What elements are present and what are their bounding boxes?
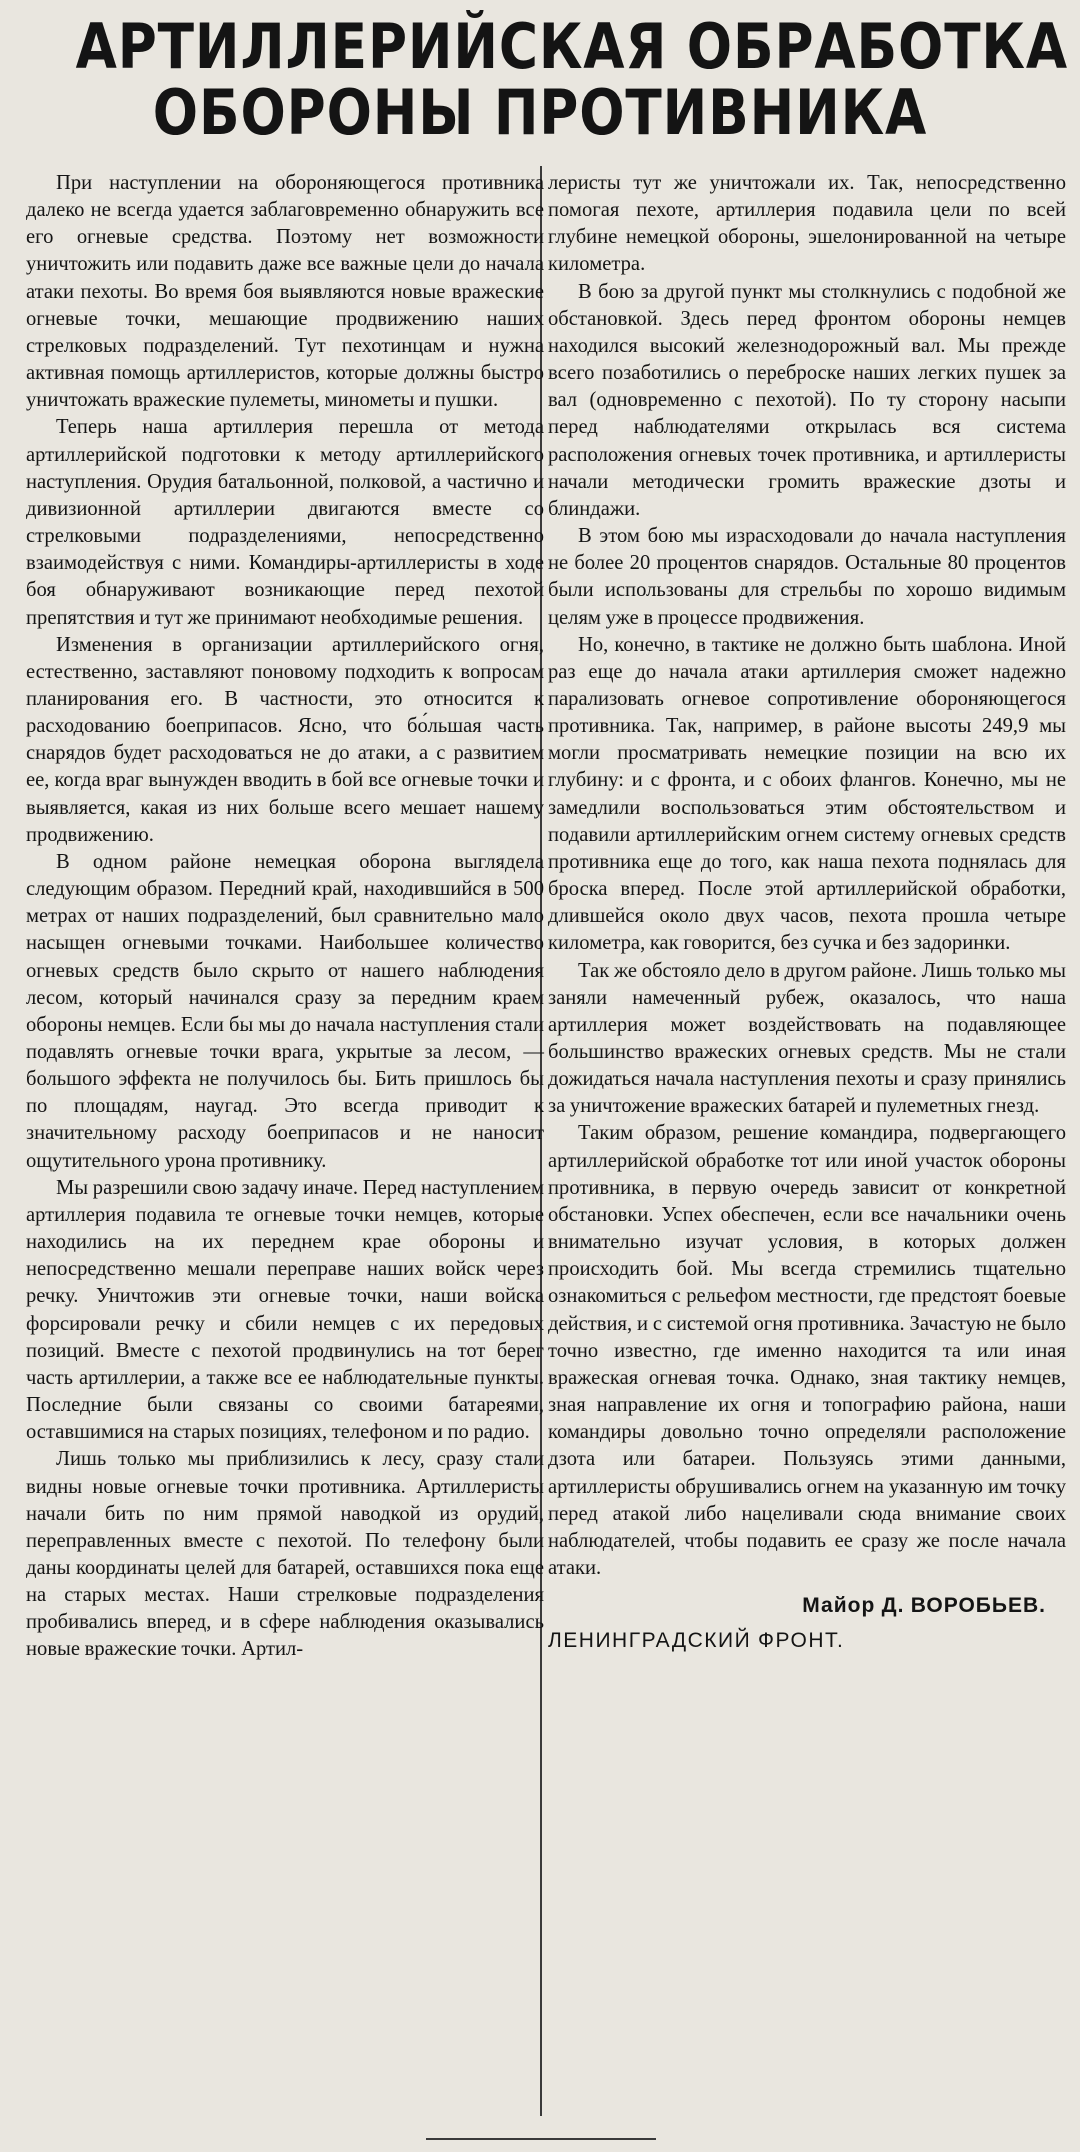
paragraph: Так же обстояло дело в другом районе. Лишь только мы заняли намеченный рубеж, оказалось, что наша артиллерия может воздействовать на подавляющее большинство вражеских огневых средств. Мы не стали дожидаться начала наступления пехоты и сразу принялись за уничтожение вражеских батарей и пулеметных гнезд. xyxy=(548,959,1066,1118)
paragraph: В бою за другой пункт мы столкнулись с подобной же обстановкой. Здесь перед фронтом обороны немцев находился высокий железнодорожный вал. Мы прежде всего позаботились о переброске наших легких пушек за вал (одновременно с пехотой). По ту сторону насыпи перед наблюдателями открылась вся система расположения огневых точек противника, и артиллеристы начали методически громить вражеские дзоты и блиндажи. xyxy=(548,280,1066,520)
paragraph: В одном районе немецкая оборона выглядела следующим образом. Передний край, находившийся в 500 метрах от наших подразделений, был сравнительно мало насыщен огневыми точками. Наибольшее количество огневых средств было скрыто от нашего наблюдения лесом, который начинался сразу за передним краем обороны немцев. Если бы мы до начала наступления стали подавлять огневые точки врага, укрытые за лесом, — большого эффекта не получилось бы. Бить пришлось бы по площадям, наугад. Это всегда приводит к значительному расходу боеприпасов и не наносит ощутительного урона противнику. xyxy=(26,850,544,1172)
article-headline xyxy=(75,10,1069,149)
paragraph: Таким образом, решение командира, подвергающего артиллерийской обработке тот или иной участок обороны противника, в первую очередь зависит от конкретной обстановки. Успех обеспечен, если все начальники очень внимательно изучат условия, в которых должен происходить бой. Мы всегда стремились тщательно ознакомиться с рельефом местности, где предстоят боевые действия, и с системой огня противника. Зачастую не было точно известно, где именно находится та или иная вражеская огневая точка. Однако, зная тактику немцев, зная направление их огня и топографию района, наши командиры довольно точно определяли расположение дзота или батареи. Пользуясь этими данными, артиллеристы обрушивались огнем на указанную им точку перед атакой либо нацеливали сюда внимание своих наблюдателей, чтобы подавить ее сразу же после начала атаки. xyxy=(548,1122,1066,1579)
paragraph: В этом бою мы израсходовали до начала наступления не более 20 процентов снарядов. Остальные 80 процентов были использованы для стрельбы по хорошо видимым целям уже в процессе продвижения. xyxy=(548,525,1066,629)
headline-line-1: АРТИЛЛЕРИЙСКАЯ ОБРАБОТКА xyxy=(75,10,1069,83)
author-signature: Майор Д. ВОРОБЬЕВ. xyxy=(802,1594,1046,1618)
paragraph: Мы разрешили свою задачу иначе. Перед наступлением артиллерия подавила те огневые точки немцев, которые находились на их переднем крае обороны и непосредственно мешали переправе наших войск через речку. Уничтожив эти огневые точки, наши войска форсировали речку и сбили немцев с их передовых позиций. Вместе с пехотой продвинулись на тот берег часть артиллерии, а также все ее наблюдательные пункты. Последние были связаны со своими батареями, оставшимися на старых позициях, телефоном и по радио. xyxy=(26,1176,544,1444)
bottom-rule xyxy=(426,2138,656,2140)
paragraph: Но, конечно, в тактике не должно быть шаблона. Иной раз еще до начала атаки артиллерия сможет надежно парализовать огневое сопротивление обороняющегося противника. Так, например, в районе высоты 249,9 мы могли просматривать немецкие позиции на всю их глубину: и с фронта, и с обоих флангов. Конечно, мы не замедлили воспользоваться этим обстоятельством и подавили артиллерийским огнем систему огневых средств противника еще до того, как наша пехота поднялась для броска вперед. После этой артиллерийской обработки, длившейся около двух часов, пехота прошла четыре километра, как говорится, без сучка и без задоринки. xyxy=(548,633,1066,955)
left-column xyxy=(26,170,544,1664)
paragraph: Изменения в организации артиллерийского огня, естественно, заставляют поновому подходить к вопросам планирования его. В частности, это относится к расходованию боеприпасов. Ясно, что бо́льшая часть снарядов будет расходоваться не до атаки, а с развитием ее, когда враг вынужден вводить в бой все огневые точки и выявляется, какая из них больше всего мешает нашему продвижению. xyxy=(26,633,544,846)
author-front: ЛЕНИНГРАДСКИЙ ФРОНТ. xyxy=(548,1629,845,1653)
headline-line-2: ОБОРОНЫ ПРОТИВНИКА xyxy=(152,76,928,149)
right-column xyxy=(548,170,1066,1654)
paragraph: Лишь только мы приблизились к лесу, сразу стали видны новые огневые точки противника. Артиллеристы начали бить по ним прямой наводкой из орудий, переправленных вместе с пехотой. По телефону были даны координаты целей для батарей, оставшихся пока еще на старых местах. Наши стрелковые подразделения пробивались вперед, и в сфере наблюдения оказывались новые вражеские точки. Артил- xyxy=(26,1448,544,1661)
paragraph: При наступлении на обороняющегося противника далеко не всегда удается заблаговременно обнаружить все его огневые средства. Поэтому нет возможности уничтожить или подавить даже все важные цели до начала атаки пехоты. Во время боя выявляются новые вражеские огневые точки, мешающие продвижению наших стрелковых подразделений. Тут пехотинцам и нужна активная помощь артиллеристов, которые должны быстро уничтожать вражеские пулеметы, минометы и пушки. xyxy=(26,172,544,412)
paragraph: Теперь наша артиллерия перешла от метода артиллерийской подготовки к методу артиллерийского наступления. Орудия батальонной, полковой, а частично и дивизионной артиллерии двигаются вместе со стрелковыми подразделениями, непосредственно взаимодействуя с ними. Командиры-артиллеристы в ходе боя обнаруживают возникающие перед пехотой препятствия и тут же принимают необходимые решения. xyxy=(26,416,544,629)
paragraph-continued: леристы тут же уничтожали их. Так, непосредственно помогая пехоте, артиллерия подавила цели по всей глубине немецкой обороны, эшелонированной на четыре километра. xyxy=(548,172,1066,276)
